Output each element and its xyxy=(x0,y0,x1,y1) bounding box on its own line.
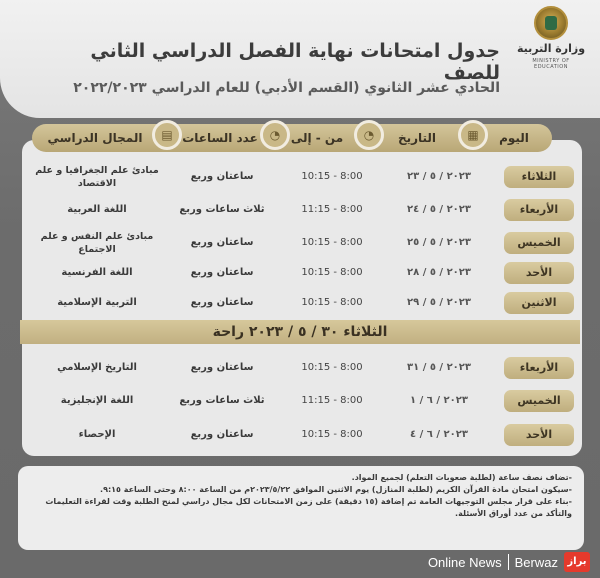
row-duration: ساعتان وربع xyxy=(190,237,254,248)
table-row xyxy=(22,353,582,383)
row-time: 10:15 - 8:00 xyxy=(301,429,363,440)
row-subject: مبادئ علم النفس و علم الاجتماع xyxy=(40,231,154,255)
row-subject: الإحصاء xyxy=(78,429,116,440)
row-date: ٢٠٢٣ / ٥ / ٢٤ xyxy=(407,204,471,215)
table-row xyxy=(22,195,582,225)
row-subject: مبادئ علم الجغرافيا و علم الاقتصاد xyxy=(35,165,159,189)
table-row xyxy=(22,386,582,416)
row-duration: ساعتان وربع xyxy=(190,362,254,373)
row-subject: اللغة العربية xyxy=(67,204,127,215)
ministry-name-en: MINISTRY OF EDUCATION xyxy=(532,58,570,70)
table-header xyxy=(32,124,552,152)
row-date: ٢٠٢٣ / ٥ / ٣١ xyxy=(407,362,471,373)
col-subject: المجال الدراسي xyxy=(47,131,143,145)
footer-watermark xyxy=(400,549,590,575)
table-row xyxy=(22,228,582,258)
row-subject: اللغة الفرنسية xyxy=(61,267,133,278)
row-subject: التربية الإسلامية xyxy=(57,297,137,308)
row-date: ٢٠٢٣ / ٥ / ٢٩ xyxy=(407,297,471,308)
page-subtitle: الحادي عشر الثانوي (القسم الأدبي) للعام الدراسي ٢٠٢٢/٢٠٢٣ xyxy=(73,80,500,96)
row-time: 10:15 - 8:00 xyxy=(301,297,363,308)
row-duration: ثلاث ساعات وربع xyxy=(179,204,265,215)
ministry-name-ar: وزارة التربية xyxy=(516,42,586,55)
ministry-emblem-icon xyxy=(534,6,568,40)
break-day-banner: الثلاثاء ٣٠ / ٥ / ٢٠٢٣ راحة xyxy=(20,320,580,344)
row-day: الاثنين xyxy=(504,292,574,314)
row-time: 11:15 - 8:00 xyxy=(301,395,363,406)
row-day: الأربعاء xyxy=(504,357,574,379)
page-title: جدول امتحانات نهاية الفصل الدراسي الثاني للصف xyxy=(90,40,500,84)
row-duration: ساعتان وربع xyxy=(190,267,254,278)
row-date: ٢٠٢٣ / ٥ / ٢٥ xyxy=(407,237,471,248)
row-duration: ساعتان وربع xyxy=(190,297,254,308)
notes-box xyxy=(18,466,584,550)
row-time: 10:15 - 8:00 xyxy=(301,267,363,278)
ministry-logo xyxy=(516,6,586,68)
row-time: 10:15 - 8:00 xyxy=(301,171,363,182)
row-duration: ساعتان وربع xyxy=(190,171,254,182)
row-day: الأحد xyxy=(504,262,574,284)
note-item: -سيكون امتحان مادة القرآن الكريم (لطلبة المنازل) يوم الاثنين الموافق ٢٠٢٣/٥/٢٢م من الساعة ٨:٠٠ وحتى الساعة ٩:١٥. xyxy=(100,485,572,494)
row-date: ٢٠٢٣ / ٦ / ٤ xyxy=(410,429,468,440)
header-area xyxy=(0,0,600,118)
row-time: 11:15 - 8:00 xyxy=(301,204,363,215)
footer-brand-name: Berwaz xyxy=(514,554,558,570)
row-day: الخميس xyxy=(504,390,574,412)
clock-icon: ◔ xyxy=(354,120,384,150)
row-subject: التاريخ الإسلامي xyxy=(57,362,137,373)
table-row xyxy=(22,288,582,318)
col-day: اليوم xyxy=(499,131,529,145)
clock-duration-icon: ◔ xyxy=(260,120,290,150)
row-day: الخميس xyxy=(504,232,574,254)
berwaz-logo-icon: براز xyxy=(564,552,590,572)
row-time: 10:15 - 8:00 xyxy=(301,237,363,248)
row-day: الثلاثاء xyxy=(504,166,574,188)
row-duration: ساعتان وربع xyxy=(190,429,254,440)
footer-site-name: Online News xyxy=(427,554,502,570)
row-duration: ثلاث ساعات وربع xyxy=(179,395,265,406)
col-date: التاريخ xyxy=(397,131,437,145)
row-subject: اللغة الإنجليزية xyxy=(60,395,134,406)
row-date: ٢٠٢٣ / ٥ / ٢٨ xyxy=(407,267,471,278)
note-item: -بناء على قرار مجلس التوجيهات العامة تم إضافة (١٥ دقيقة) على زمن الامتحانات لكل مجال دراسي لمنح الطلبة وقت لقراءة التعليمات والتأكد من عدد أوراق الأسئلة. xyxy=(45,497,572,518)
row-day: الأربعاء xyxy=(504,199,574,221)
calendar-icon: ▦ xyxy=(458,120,488,150)
row-date: ٢٠٢٣ / ٦ / ١ xyxy=(410,395,468,406)
row-day: الأحد xyxy=(504,424,574,446)
schedule-rows xyxy=(22,140,582,456)
col-duration: عدد الساعات xyxy=(182,131,258,145)
footer-separator xyxy=(508,554,509,570)
table-row xyxy=(22,258,582,288)
schedule-table xyxy=(22,140,582,456)
note-item: -تضاف نصف ساعة (لطلبة صعوبات التعلم) لجميع المواد. xyxy=(351,473,572,482)
table-row xyxy=(22,420,582,450)
row-date: ٢٠٢٣ / ٥ / ٢٣ xyxy=(407,171,471,182)
col-time: من - إلى xyxy=(290,131,344,145)
book-icon: ▤ xyxy=(152,120,182,150)
row-time: 10:15 - 8:00 xyxy=(301,362,363,373)
table-row xyxy=(22,162,582,192)
